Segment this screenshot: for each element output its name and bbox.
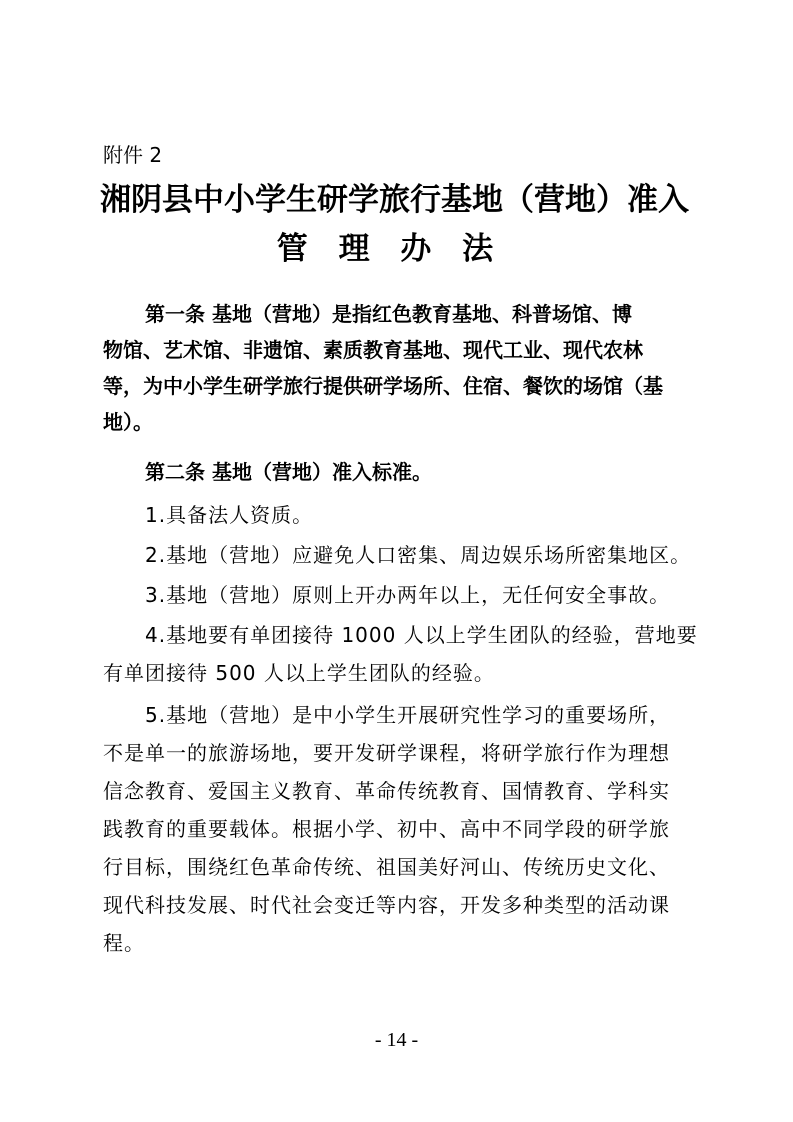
article-1-line-1: 第一条 基地（营地）是指红色教育基地、科普场馆、博	[145, 302, 632, 326]
item-5-line-5: 行目标，围绕红色革命传统、祖国美好河山、传统历史文化、	[103, 855, 670, 879]
item-5-line-4: 践教育的重要载体。根据小学、初中、高中不同学段的研学旅	[103, 817, 670, 841]
item-5-line-3: 信念教育、爱国主义教育、革命传统教育、国情教育、学科实	[103, 779, 670, 803]
item-5-line-1: 5.基地（营地）是中小学生开展研究性学习的重要场所，	[145, 703, 671, 727]
item-4-line-1: 4.基地要有单团接待 1000 人以上学生团队的经验，营地要	[145, 623, 698, 647]
document-title-line-2: 管 理 办 法	[276, 231, 504, 267]
item-4-line-2: 有单团接待 500 人以上学生团队的经验。	[103, 661, 495, 685]
document-title-line-1: 湘阴县中小学生研学旅行基地（营地）准入	[100, 182, 689, 218]
article-1-line-4: 地）。	[103, 410, 153, 434]
attachment-label: 附件 2	[103, 143, 163, 167]
item-5-line-6: 现代科技发展、时代社会变迁等内容，开发多种类型的活动课	[103, 893, 670, 917]
article-2-heading: 第二条 基地（营地）准入标准。	[145, 460, 432, 484]
article-1-line-2: 物馆、艺术馆、非遗馆、素质教育基地、现代工业、现代农林	[103, 338, 643, 362]
item-5-line-7: 程。	[103, 931, 145, 955]
article-1-line-3: 等，为中小学生研学旅行提供研学场所、住宿、餐饮的场馆（基	[103, 374, 663, 398]
item-2: 2.基地（营地）应避免人口密集、周边娱乐场所密集地区。	[145, 543, 692, 567]
item-1: 1.具备法人资质。	[145, 503, 314, 527]
page-number: - 14 -	[374, 1029, 419, 1051]
item-5-line-2: 不是单一的旅游场地，要开发研学课程，将研学旅行作为理想	[103, 741, 670, 765]
item-3: 3.基地（营地）原则上开办两年以上，无任何安全事故。	[145, 583, 671, 607]
